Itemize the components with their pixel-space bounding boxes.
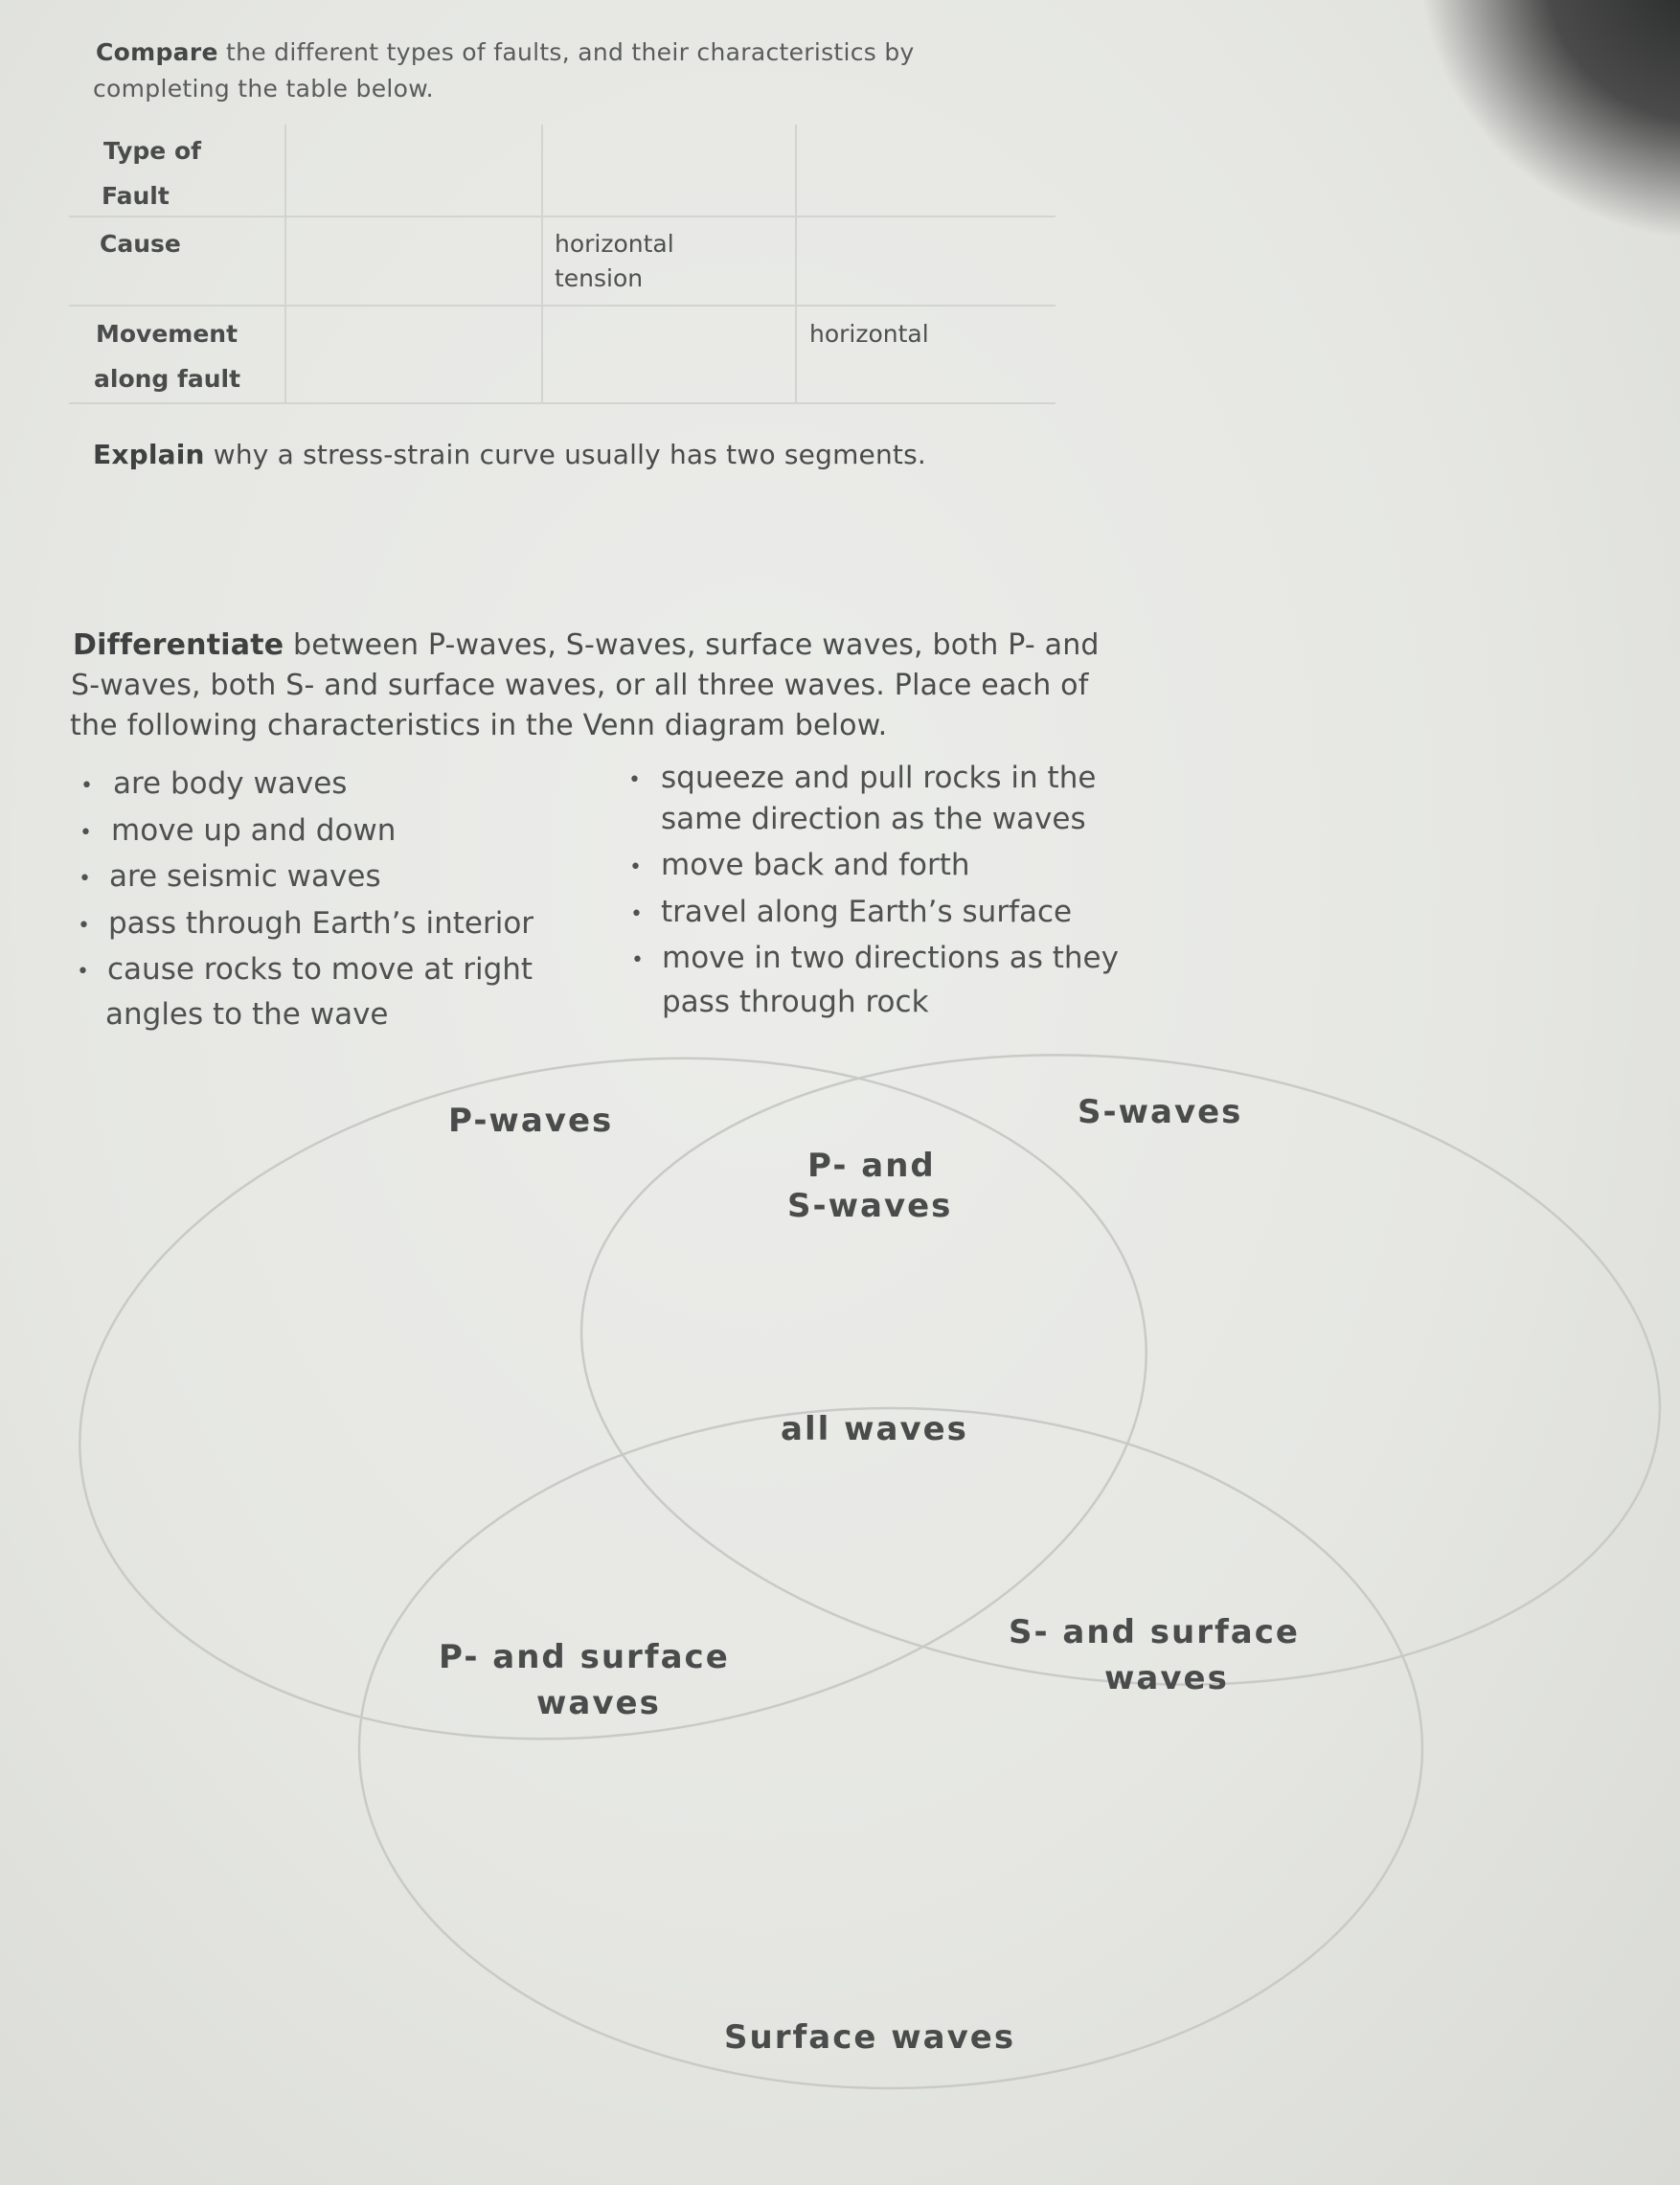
question3-text: between P-waves, S-waves, surface waves, both P- and	[284, 628, 1100, 662]
list-item-continuation: pass through rock	[662, 985, 929, 1019]
venn-label-p-and-surface-line2: waves	[536, 1684, 661, 1722]
list-item: are seismic waves	[109, 859, 381, 894]
question1-text: the different types of faults, and their characteristics by	[217, 38, 915, 66]
venn-label-s-and-surface-line2: waves	[1104, 1659, 1229, 1697]
cause-cell-horizontal: horizontal	[555, 230, 674, 258]
venn-label-s-waves: S-waves	[1078, 1093, 1243, 1131]
bullet-icon: •	[79, 821, 92, 845]
list-item-continuation: same direction as the waves	[661, 802, 1086, 836]
bullet-icon: •	[79, 867, 91, 891]
venn-label-all-waves: all waves	[781, 1410, 968, 1448]
question3-verb: Differentiate	[73, 628, 284, 662]
venn-label-s-and-surface: S- and surface	[1009, 1613, 1300, 1651]
bullet-icon: •	[80, 774, 93, 798]
cause-cell-tension: tension	[555, 264, 644, 292]
bullet-icon: •	[631, 948, 644, 972]
row-header-movement-line2: along fault	[94, 365, 241, 393]
question1-verb: Compare	[96, 38, 218, 66]
list-item: move back and forth	[661, 848, 970, 882]
venn-label-p-and-s-line2: S-waves	[787, 1187, 953, 1225]
question1-line2: completing the table below.	[93, 75, 434, 102]
bullet-icon: •	[630, 902, 643, 926]
bullet-icon: •	[628, 768, 641, 792]
bullet-icon: •	[629, 855, 642, 879]
row-header-type-line2: Fault	[102, 182, 170, 210]
list-item: are body waves	[113, 766, 348, 801]
list-item: squeeze and pull rocks in the	[661, 761, 1097, 795]
list-item-continuation: angles to the wave	[105, 997, 389, 1032]
movement-cell-horizontal: horizontal	[809, 320, 929, 348]
row-header-cause: Cause	[100, 230, 181, 258]
surface-waves-circle	[359, 1408, 1422, 2088]
list-item: travel along Earth’s surface	[661, 895, 1073, 929]
bullet-icon: •	[77, 960, 89, 984]
venn-label-p-and-surface: P- and surface	[439, 1638, 730, 1676]
list-item: pass through Earth’s interior	[108, 906, 534, 941]
venn-label-p-and-s: P- and	[807, 1147, 936, 1185]
venn-label-p-waves: P-waves	[448, 1102, 614, 1140]
question2-verb: Explain	[93, 439, 205, 470]
list-item: move up and down	[111, 813, 397, 848]
question3-line3: the following characteristics in the Venn diagram below.	[70, 709, 888, 742]
row-header-movement: Movement	[96, 320, 238, 348]
list-item: cause rocks to move at right	[107, 952, 534, 987]
bullet-icon: •	[78, 914, 90, 938]
row-header-type: Type of	[103, 137, 201, 165]
venn-label-surface-waves: Surface waves	[724, 2018, 1016, 2057]
question2-text: why a stress-strain curve usually has two segments.	[204, 439, 926, 470]
list-item: move in two directions as they	[662, 941, 1119, 975]
question3-line2: S-waves, both S- and surface waves, or all three waves. Place each of	[71, 669, 1089, 702]
